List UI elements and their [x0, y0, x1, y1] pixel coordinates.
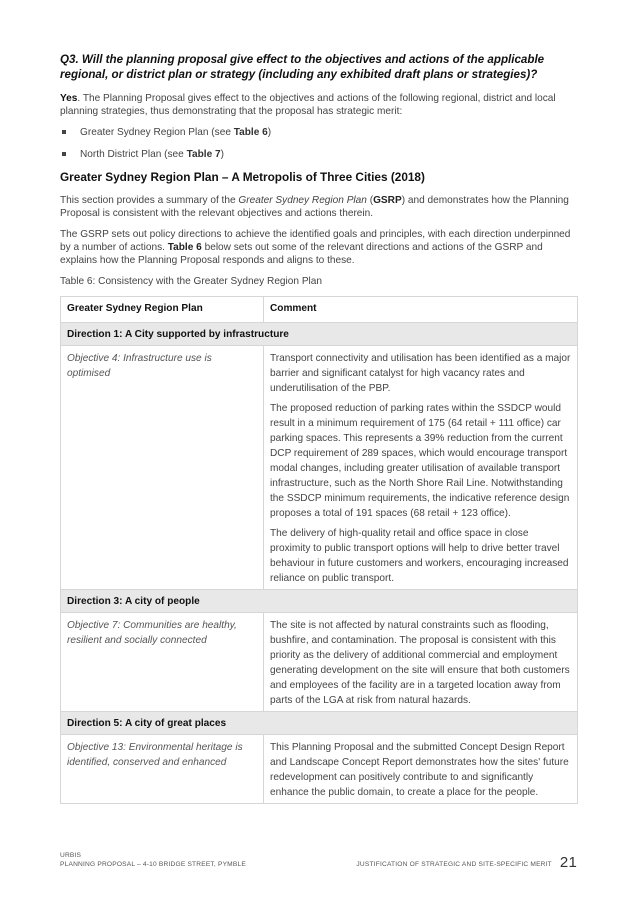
comment-paragraph: This Planning Proposal and the submitted Concept Design Report and Landscape Concept Report demonstrates how the sites' future redevelopment can positively contribute to and significantly enhance the public domain, to create a place for the people. — [270, 742, 569, 798]
direction-row — [61, 712, 578, 735]
footer-section: JUSTIFICATION OF STRATEGIC AND SITE-SPECIFIC MERIT — [356, 861, 552, 868]
section-paragraph-1: This section provides a summary of the Greater Sydney Region Plan (GSRP) and demonstrates how the Planning Proposal is consistent with the relevant objectives and actions therein. — [60, 195, 569, 219]
column-header: Comment — [264, 297, 578, 323]
objective-cell: Objective 7: Communities are healthy, resilient and socially connected — [61, 613, 264, 712]
table-reference: Table 6 — [233, 127, 268, 138]
direction-row — [61, 323, 578, 346]
objective-cell: Objective 4: Infrastructure use is optimised — [61, 346, 264, 590]
direction-title: Direction 3: A city of people — [61, 590, 578, 613]
comment-paragraph: The proposed reduction of parking rates within the SSDCP would result in a minimum requirement of 175 (64 retail + 111 office) car parking spaces. This represents a 39% reduction from the current DCP requirement of 289 spaces, which would encourage transport modal changes, including greater utilisation of available transport infrastructure, such as the North Shore Rail Line. Notwithstanding the SSDCP minimum requirements, the indicative reference design proposes a total of 191 spaces (68 retail + 123 office). — [270, 403, 570, 519]
comment-cell — [264, 346, 578, 590]
column-header: Greater Sydney Region Plan — [61, 297, 264, 323]
comment-cell — [264, 735, 578, 804]
bullet-icon — [62, 152, 66, 156]
footer-right — [356, 855, 577, 870]
table-row — [61, 613, 578, 712]
list-item: North District Plan (see Table 7) — [60, 148, 577, 161]
strategy-list — [60, 126, 577, 161]
table-reference: Table 7 — [186, 149, 221, 160]
table-header-row — [61, 297, 578, 323]
comment-paragraph: The site is not affected by natural constraints such as flooding, bushfire, and contamination. The proposal is consistent with this priority as the delivery of additional commercial and employment generating development on the site will ensure that both customers and employees of the facility are in a targeted location away from parts of the LGA at risk from natural hazards. — [270, 620, 570, 706]
bullet-icon — [62, 130, 66, 134]
direction-title: Direction 1: A City supported by infrastructure — [61, 323, 578, 346]
page-footer — [60, 851, 577, 869]
consistency-table — [60, 296, 578, 804]
list-item: Greater Sydney Region Plan (see Table 6) — [60, 126, 577, 139]
comment-paragraph: Transport connectivity and utilisation has been identified as a major barrier and significant catalyst for high vacancy rates and underutilisation of the PBP. — [270, 353, 571, 394]
page-number: 21 — [559, 854, 577, 871]
table-row — [61, 735, 578, 804]
section-title: Greater Sydney Region Plan – A Metropolis of Three Cities (2018) — [60, 170, 425, 184]
answer-text: . The Planning Proposal gives effect to the objectives and actions of the following regional, district and local planning strategies, thus demonstrating that the proposal has strategic merit: — [60, 93, 556, 117]
table-row — [61, 346, 578, 590]
page-content — [60, 52, 577, 804]
direction-title: Direction 5: A city of great places — [61, 712, 578, 735]
section-paragraph-2: The GSRP sets out policy directions to achieve the identified goals and principles, with each direction underpinned by a number of actions. Table 6 below sets out some of the relevant directions and actions of the GSRP and explains how the Planning Proposal responds and aligns to these. — [60, 229, 571, 266]
comment-paragraph: The delivery of high-quality retail and office space in close proximity to public transport options will help to drive better travel behaviour in future customers and workers, encouraging increased reliance on public transport. — [270, 528, 569, 584]
answer-yes: Yes — [60, 93, 78, 104]
objective-cell: Objective 13: Environmental heritage is identified, conserved and enhanced — [61, 735, 264, 804]
question-heading: Q3. Will the planning proposal give effect to the objectives and actions of the applicable regional, or district plan or strategy (including any exhibited draft plans or strategies)? — [60, 53, 545, 81]
footer-address: PLANNING PROPOSAL – 4-10 BRIDGE STREET, PYMBLE — [60, 861, 246, 868]
table-caption: Table 6: Consistency with the Greater Sydney Region Plan — [60, 276, 323, 287]
footer-brand: URBIS — [60, 852, 82, 859]
answer-paragraph — [60, 92, 577, 118]
direction-row — [61, 590, 578, 613]
comment-cell — [264, 613, 578, 712]
